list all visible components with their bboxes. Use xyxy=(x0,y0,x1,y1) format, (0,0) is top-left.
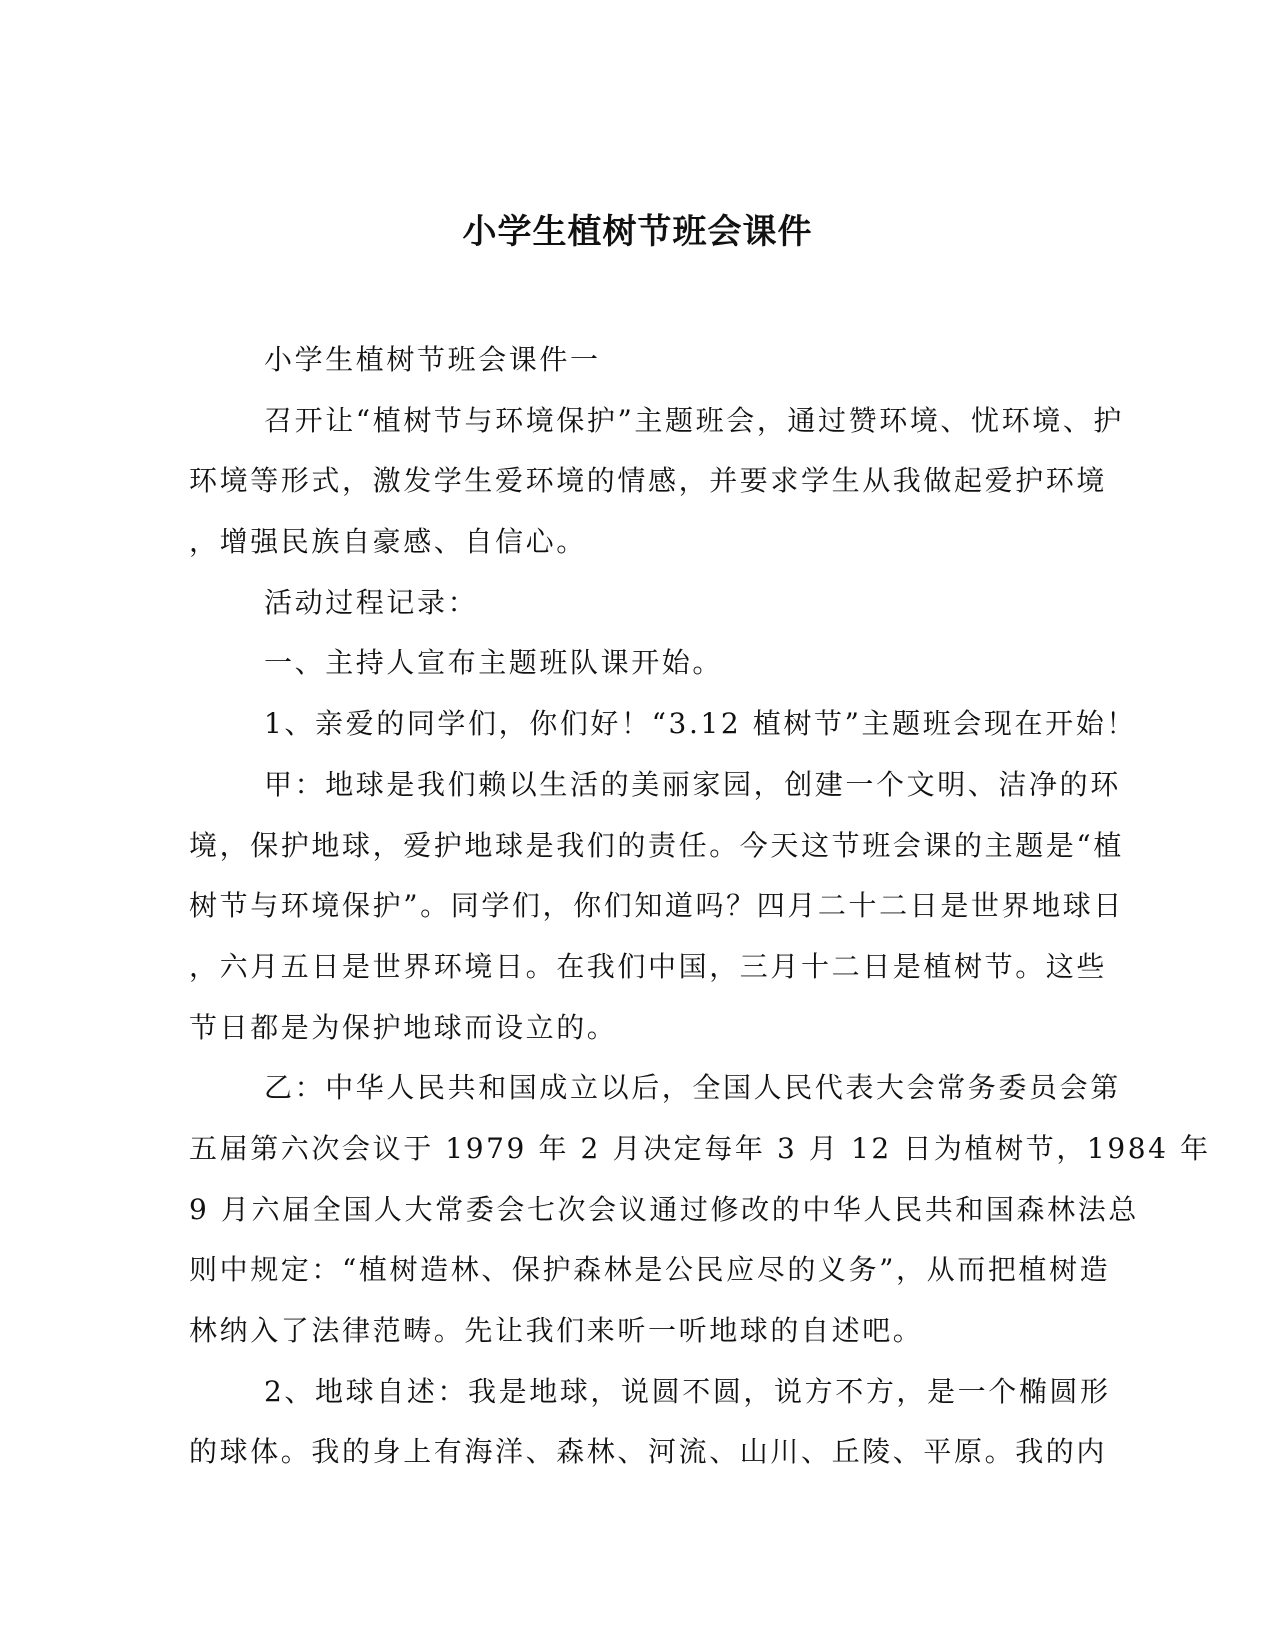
document-title: 小学生植树节班会课件 xyxy=(462,212,813,252)
body-line: 境，保护地球，爱护地球是我们的责任。今天这节班会课的主题是“植 xyxy=(189,828,1124,862)
body-line: 五届第六次会议于 1979 年 2 月决定每年 3 月 12 日为植树节，1984 年 xyxy=(189,1131,1211,1165)
body-line: 的球体。我的身上有海洋、森林、河流、山川、丘陵、平原。我的内 xyxy=(189,1435,1108,1469)
body-line: 小学生植树节班会课件一 xyxy=(264,343,601,376)
body-line: 活动过程记录： xyxy=(264,585,479,619)
body-line: 甲：地球是我们赖以生活的美丽家园，创建一个文明、洁净的环 xyxy=(264,767,1121,801)
body-line: 1、亲爱的同学们，你们好！“3.12 植树节”主题班会现在开始！ xyxy=(264,707,1137,741)
body-line: 9 月六届全国人大常委会七次会议通过修改的中华人民共和国森林法总 xyxy=(189,1192,1139,1226)
body-line: ，六月五日是世界环境日。在我们中国，三月十二日是植树节。这些 xyxy=(189,949,1108,983)
body-line: 节日都是为保护地球而设立的。 xyxy=(189,1010,618,1044)
body-line: 2、地球自述：我是地球，说圆不圆，说方不方，是一个椭圆形 xyxy=(264,1374,1111,1408)
document-body xyxy=(189,330,1211,1483)
body-line: 环境等形式，激发学生爱环境的情感，并要求学生从我做起爱护环境 xyxy=(189,464,1108,498)
body-line: 一、主持人宣布主题班队课开始。 xyxy=(264,646,724,680)
body-line: 林纳入了法律范畴。先让我们来听一听地球的自述吧。 xyxy=(189,1314,924,1347)
body-line: 则中规定：“植树造林、保护森林是公民应尽的义务”，从而把植树造 xyxy=(189,1253,1111,1287)
body-line: 乙：中华人民共和国成立以后，全国人民代表大会常务委员会第 xyxy=(264,1071,1121,1105)
body-line: 召开让“植树节与环境保护”主题班会，通过赞环境、忧环境、护 xyxy=(264,403,1125,437)
body-line: 树节与环境保护”。同学们，你们知道吗？四月二十二日是世界地球日 xyxy=(189,889,1124,923)
body-line: ，增强民族自豪感、自信心。 xyxy=(189,525,587,559)
